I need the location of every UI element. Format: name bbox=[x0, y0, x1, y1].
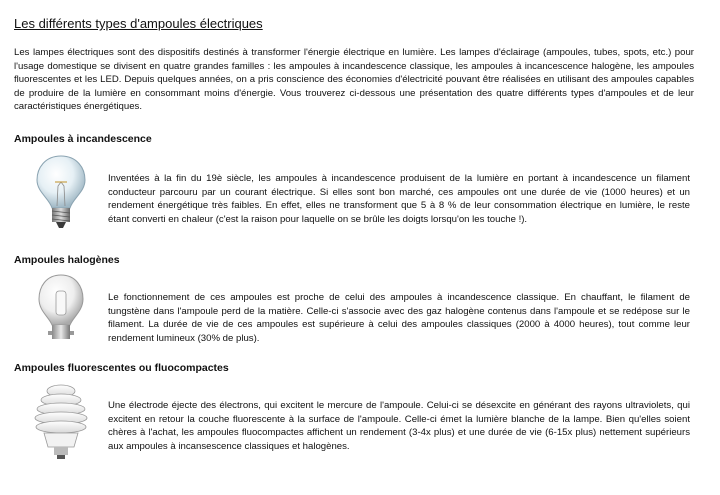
section-incandescent bbox=[14, 133, 694, 232]
page-title: Les différents types d'ampoules électriques bbox=[14, 16, 263, 31]
section-fluorescent bbox=[14, 362, 694, 461]
section-heading-incandescent: Ampoules à incandescence bbox=[14, 133, 152, 145]
intro-paragraph: Les lampes électriques sont des dispositifs destinés à transformer l'énergie électrique en lumière. Les lampes d'éclairage (ampoules, tubes, spots, etc.) pour l'usage domestique se divisent en quatre grandes familles : les ampoules à incandescence classique, les ampoules à incancescence halogène, les ampoules fluorescentes et les LED. Depuis quelques années, on a pris conscience des économies d'électricité pouvant être réalisées en utilisant des ampoules capables de produire de la lumière en consommant moins d'énergie. Vous trouverez ci-dessous une présentation des quatre différents types d'ampoules et de leur caractéristiques énergétiques. bbox=[14, 47, 694, 113]
incandescent-bulb-icon bbox=[14, 152, 108, 232]
section-heading-halogen: Ampoules halogènes bbox=[14, 254, 120, 266]
section-text-halogen: Le fonctionnement de ces ampoules est proche de celui des ampoules à incandescence classique. En chauffant, le filament de tungstène dans l'ampoule perd de la matière. Celle-ci s'associe avec des gaz halogène contenus dans l'ampoule et se redépose sur le filament. La durée de vie de ces ampoules est supérieure à celui des ampoules classiques (2000 à 4000 heures), tout comme leur rendement lumineux (30% de plus). bbox=[108, 292, 690, 344]
section-text-incandescent: Inventées à la fin du 19è siècle, les ampoules à incandescence produisent de la lumière en portant à incandescence un filament conducteur parcouru par un courant électrique. Si elles sont bon marché, ces ampoules ont une durée de vie (1000 heures) et un rendement énergétique très faibles. En effet, elles ne transforment que 5 à 8 % de leur consommation électrique en lumière, le reste étant converti en chaleur (c'est la raison pour laquelle on se brûle les doigts lorsqu'on les touche !). bbox=[108, 173, 690, 225]
section-heading-fluorescent: Ampoules fluorescentes ou fluocompactes bbox=[14, 362, 229, 374]
section-halogen bbox=[14, 254, 694, 345]
compact-fluorescent-bulb-icon bbox=[14, 381, 108, 461]
document-page bbox=[14, 16, 694, 452]
halogen-bulb-icon bbox=[14, 273, 108, 345]
section-text-fluorescent: Une électrode éjecte des électrons, qui excitent le mercure de l'ampoule. Celui-ci se désexcite en générant des rayons ultraviolets, qui excitent en retour la couche fluorescente à la surface de l'ampoule. Celle-ci émet la lumière blanche de la lampe. Bien qu'elles soient chères à l'achat, les ampoules fluocompactes affichent un rendement (3-4x plus) et une durée de vie (6-15x plus) nettement supérieurs aux ampoules à incansescence classiques et halogènes. bbox=[108, 400, 690, 452]
